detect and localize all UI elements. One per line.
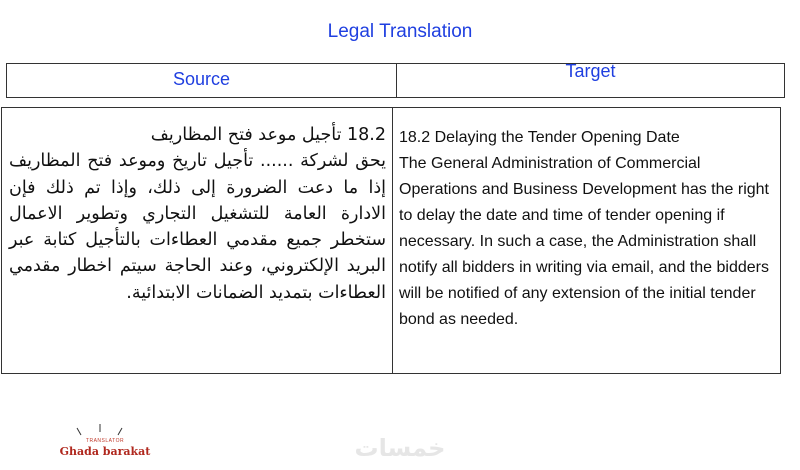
page-title: Legal Translation [327, 21, 473, 42]
source-column-header [7, 64, 397, 97]
source-text-cell [2, 108, 393, 373]
target-column-header [397, 61, 784, 97]
target-heading: 18.2 Delaying the Tender Opening Date [399, 129, 680, 146]
watermark: خمسات [354, 434, 446, 462]
translator-logo [55, 422, 155, 462]
logo-name: Ghada barakat [59, 445, 151, 458]
sunburst-icon [55, 422, 155, 438]
column-header-row [6, 63, 785, 98]
target-header-label: Target [565, 61, 616, 81]
target-text-cell [393, 108, 780, 373]
translation-table [1, 107, 781, 374]
logo-subtitle: TRANSLATOR [85, 438, 125, 444]
target-body: The General Administration of Commercial Operations and Business Development has the right to delay the date and time of tender opening if necessary. In such a case, the Administration shall notify all bidders in writing via email, and the bidders will be notified of any extension of the initial tender bond as needed. [399, 155, 769, 328]
source-body: يحق لشركة ...... تأجيل تاريخ وموعد فتح المظاريف إذا ما دعت الضرورة إلى ذلك، وإذا تم ذلك فإن الادارة العامة للتشغيل التجاري وتطوير الاعمال ستخطر جميع مقدمي العطاءات بالتأجيل كتابة عبر البريد الإلكتروني، وعند الحاجة سيتم اخطار مقدمي العطاءات بتمديد الضمانات الابتدائية. [9, 151, 386, 303]
source-header-label: Source [172, 69, 231, 89]
source-heading: 18.2 تأجيل موعد فتح المظاريف [150, 125, 386, 145]
